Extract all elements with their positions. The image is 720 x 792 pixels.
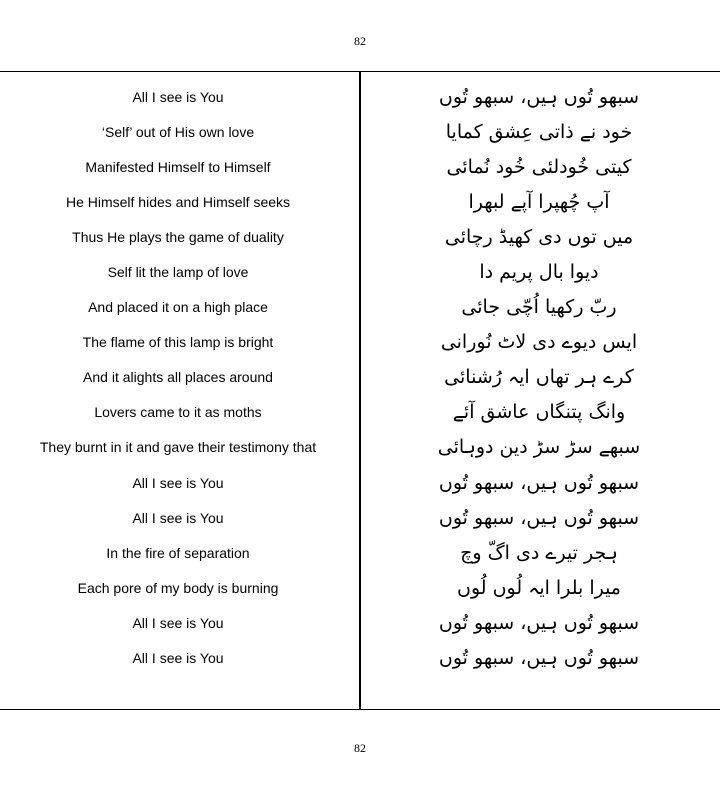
- english-line: All I see is You: [132, 614, 224, 631]
- english-line: Manifested Himself to Himself: [85, 158, 271, 175]
- english-line: And placed it on a high place: [88, 299, 268, 316]
- english-line: Lovers came to it as moths: [94, 404, 262, 421]
- urdu-verse-column: [364, 79, 720, 676]
- urdu-line: سبھو تُوں ہیں، سبھو تُوں: [438, 85, 640, 108]
- urdu-line: کیتی خُودلئی خُود نُمائی: [446, 155, 632, 178]
- urdu-line: وانگ پتنگاں عاشق آئے: [452, 401, 626, 424]
- urdu-line: میں توں دی کھیڈ رچائی: [444, 225, 634, 248]
- urdu-line: خود نے ذاتی عِشق کمایا: [445, 120, 633, 143]
- urdu-line: کرے ہر تھاں ایہ رُشنائی: [444, 366, 634, 389]
- column-divider: [359, 71, 361, 710]
- english-line: All I see is You: [132, 650, 224, 667]
- english-line: All I see is You: [132, 509, 224, 526]
- urdu-line: ربّ رکھیا اُچّی جائی: [461, 296, 617, 319]
- urdu-line: سبھو تُوں ہیں، سبھو تُوں: [438, 647, 640, 670]
- page-number-top: 82: [354, 34, 366, 48]
- urdu-line: آپ چُھپرا آپے لبھرا: [468, 190, 610, 213]
- english-line: All I see is You: [132, 474, 224, 491]
- english-line: They burnt in it and gave their testimony that: [39, 439, 317, 456]
- english-line: In the fire of separation: [106, 544, 250, 561]
- urdu-line: سبھو تُوں ہیں، سبھو تُوں: [438, 471, 640, 494]
- urdu-line: سبھو تُوں ہیں، سبھو تُوں: [438, 506, 640, 529]
- bottom-rule: [0, 709, 720, 710]
- urdu-line: سبھے سڑ سڑ دین دوہائی: [437, 436, 641, 459]
- english-line: ‘Self’ out of His own love: [101, 123, 255, 140]
- english-line: Self lit the lamp of love: [107, 264, 249, 281]
- english-line: And it alights all places around: [83, 369, 273, 386]
- page-number-bottom: 82: [354, 741, 366, 755]
- english-line: All I see is You: [132, 88, 224, 105]
- urdu-line: ایس دیوے دی لاٹ نُورانی: [440, 331, 638, 354]
- english-line: Each pore of my body is burning: [77, 579, 279, 596]
- english-line: Thus He plays the game of duality: [72, 228, 284, 245]
- urdu-line: دیوا بال پریم دا: [479, 261, 599, 284]
- urdu-line: سبھو تُوں ہیں، سبھو تُوں: [438, 611, 640, 634]
- urdu-line: میرا بلرا ایہ لُوں لُوں: [457, 576, 621, 599]
- english-line: He Himself hides and Himself seeks: [65, 193, 291, 210]
- english-translation-column: [0, 79, 356, 676]
- english-line: The flame of this lamp is bright: [82, 334, 274, 351]
- urdu-line: ہجر تیرے دی اگّ وچ: [460, 541, 618, 564]
